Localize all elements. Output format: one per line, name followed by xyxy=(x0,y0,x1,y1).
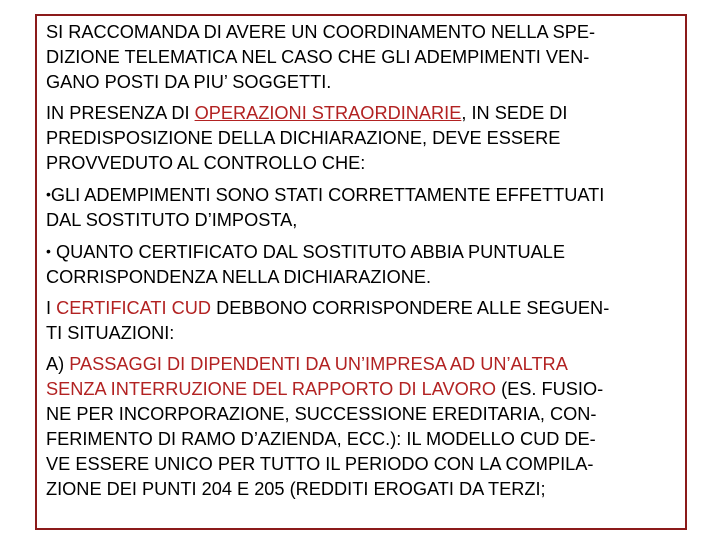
text-line: SI RACCOMANDA DI AVERE UN COORDINAMENTO NELLA SPE- xyxy=(46,22,596,42)
text-line: FERIMENTO DI RAMO D’AZIENDA, ECC.): IL MODELLO CUD DE- xyxy=(46,429,596,449)
text-line: PROVVEDUTO AL CONTROLLO CHE: xyxy=(46,153,366,173)
text-line: GANO POSTI DA PIU’ SOGGETTI. xyxy=(46,72,332,92)
text-line: ZIONE DEI PUNTI 204 E 205 (REDDITI EROGATI DA TERZI; xyxy=(46,479,546,499)
text-segment: IN PRESENZA DI xyxy=(46,103,195,123)
text-line xyxy=(46,352,677,377)
highlight-employee-transfer: PASSAGGI DI DIPENDENTI DA UN’IMPRESA AD UN’ALTRA xyxy=(69,354,568,374)
text-line: DIZIONE TELEMATICA NEL CASO CHE GLI ADEMPIMENTI VEN- xyxy=(46,47,590,67)
text-segment: GLI ADEMPIMENTI SONO STATI CORRETTAMENTE EFFETTUATI xyxy=(50,185,605,205)
text-segment: (ES. FUSIO- xyxy=(496,379,604,399)
text-line: PREDISPOSIZIONE DELLA DICHIARAZIONE, DEVE ESSERE xyxy=(46,128,561,148)
text-line: NE PER INCORPORAZIONE, SUCCESSIONE EREDITARIA, CON- xyxy=(46,404,597,424)
highlight-cud-certificates: CERTIFICATI CUD xyxy=(56,298,212,318)
text-line xyxy=(46,182,677,208)
slide-frame xyxy=(35,14,687,530)
bullet-icon: • xyxy=(46,243,51,259)
text-segment: DEBBONO CORRISPONDERE ALLE SEGUEN- xyxy=(211,298,610,318)
paragraph-case-a xyxy=(46,352,677,502)
text-line: TI SITUAZIONI: xyxy=(46,323,175,343)
text-segment: A) xyxy=(46,354,70,374)
bullet-item-fulfillments xyxy=(46,182,677,233)
paragraph-extraordinary-operations xyxy=(46,101,677,176)
paragraph-cud-certificates xyxy=(46,296,677,346)
text-line: VE ESSERE UNICO PER TUTTO IL PERIODO CON LA COMPILA- xyxy=(46,454,594,474)
text-segment: I xyxy=(46,298,57,318)
bullet-item-certified xyxy=(46,239,677,290)
text-line: DAL SOSTITUTO D’IMPOSTA, xyxy=(46,210,298,230)
text-line xyxy=(46,101,677,126)
extraordinary-operations-link[interactable]: OPERAZIONI STRAORDINARIE xyxy=(194,103,462,123)
text-line xyxy=(46,296,677,321)
highlight-no-interruption: SENZA INTERRUZIONE DEL RAPPORTO DI LAVORO xyxy=(46,379,497,399)
text-line xyxy=(46,377,677,402)
text-segment: , IN SEDE DI xyxy=(461,103,568,123)
paragraph-coordination xyxy=(46,20,677,95)
bullet-icon: • xyxy=(46,186,51,202)
text-line: CORRISPONDENZA NELLA DICHIARAZIONE. xyxy=(46,267,432,287)
text-segment: QUANTO CERTIFICATO DAL SOSTITUTO ABBIA PUNTUALE xyxy=(50,242,565,262)
text-line xyxy=(46,239,677,265)
